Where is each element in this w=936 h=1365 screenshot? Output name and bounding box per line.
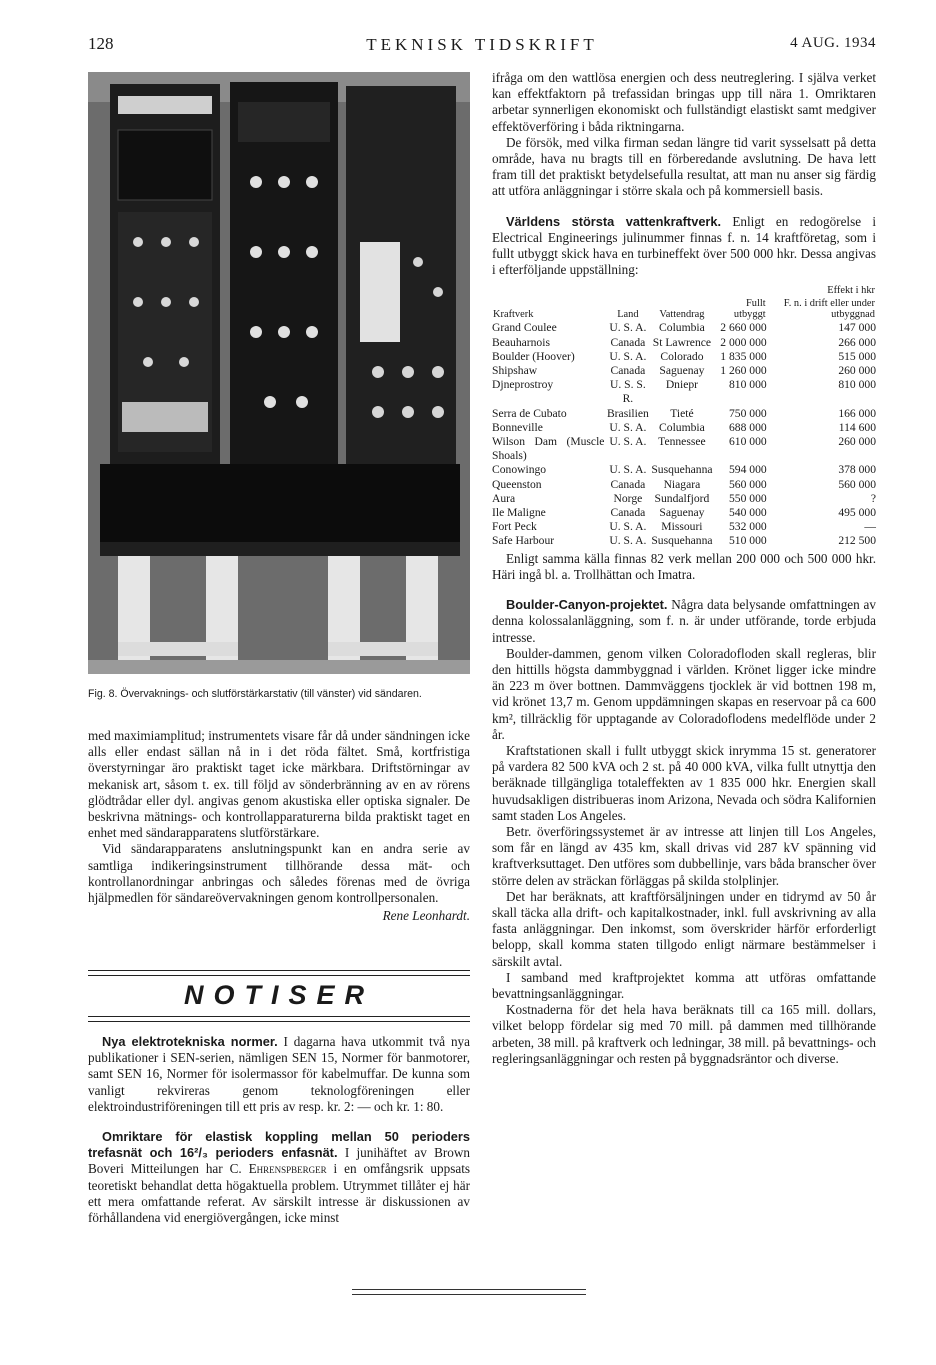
paragraph: Boulder-dammen, genom vilken Coloradofloden skall regleras, blir den hittills högsta dammbyggnad i världen. Krönet ligger icke mindre än 223 m över bottnen. Dammväggens tjocklek är vid bottnen 198 m, vid krönet 13,7 m. Genom uppdämningen skapas en reservoar på ca 600 km², tillräcklig för upptagande av Coloradoflodens medelflöde under 2 år. xyxy=(492,645,876,742)
article-text: Enligt en redogörelse i Electrical Engineerings julinummer finnas f. n. 14 kraftföretag, som i fullt utbyggt skick hava en turbineffekt över 500 000 hkr. Dessa angivas i efterföljande uppställning: xyxy=(492,213,877,278)
table-column-header: Land xyxy=(617,309,639,321)
right-column xyxy=(492,70,876,1067)
table-cell: 114 600 xyxy=(838,420,876,434)
table-cell: Colorado xyxy=(660,349,704,363)
section-title: NOTISER xyxy=(183,980,374,1010)
table-row xyxy=(492,336,876,350)
table-cell: Missouri xyxy=(661,520,703,534)
table-cell: Aura xyxy=(492,491,516,505)
table-cell: U. S. A. xyxy=(609,534,647,548)
table-cell: Serra de Cubato xyxy=(492,406,567,420)
notice-title: Omriktare för elastisk koppling mellan 50 perioders trefasnät och 16²/₃ perioders enfasnät. xyxy=(88,1129,470,1161)
table-cell: Canada xyxy=(610,506,646,520)
table-cell: 688 000 xyxy=(728,420,767,434)
table-row xyxy=(492,506,876,520)
table-cell: 510 000 xyxy=(728,534,767,548)
notice-text: I dagarna hava utkommit två nya publikationer i SEN-serien, nämligen SEN 15, Normer för banmotorer, samt SEN 16, Normer för isolermassor för kabelmuffar. De kunna som vanligt rekvireras genom teknologföreningen eller elektroindustriföreningen till ett pris av resp. kr. 2: — och kr. 1: 80. xyxy=(88,1034,470,1114)
table-cell: 750 000 xyxy=(728,406,767,420)
table-cell: 260 000 xyxy=(838,435,876,449)
table-row xyxy=(492,321,876,335)
figure-caption: Fig. 8. Övervaknings- och slutförstärkarstativ (till vänster) vid sändaren. xyxy=(88,688,422,700)
table-cell: U. S. A. xyxy=(609,520,647,534)
paragraph: Enligt samma källa finnas 82 verk mellan 200 000 och 500 000 hkr. Häri ingå bl. a. Trollhättan och Imatra. xyxy=(492,550,876,582)
table-cell: Beauharnois xyxy=(492,335,550,349)
table-row xyxy=(492,492,876,506)
notices-column xyxy=(88,1034,470,1226)
table-cell: U. S. A. xyxy=(609,463,647,477)
table-cell: 610 000 xyxy=(728,435,767,449)
table-cell: U. S. A. xyxy=(609,349,647,363)
article-text: Några data belysande omfattningen av denna kolossalanläggning, som f. n. är under utförande, torde erbjuda intresse. xyxy=(492,597,876,645)
table-cell: 2 000 000 xyxy=(720,335,767,349)
journal-title: TEKNISK TIDSKRIFT xyxy=(366,35,598,54)
table-cell: — xyxy=(864,520,876,534)
table-cell: U. S. S. R. xyxy=(610,378,646,406)
section-rule-bottom xyxy=(88,1016,470,1022)
table-cell: Boulder (Hoover) xyxy=(492,349,575,363)
paragraph: I samband med kraftprojektet komma att utföras omfattande bevattningsanläggningar. xyxy=(492,969,876,1001)
figure-photo xyxy=(88,72,470,674)
table-cell: 594 000 xyxy=(728,463,767,477)
table-cell: St Lawrence xyxy=(652,335,712,349)
table-cell: 212 500 xyxy=(838,534,876,548)
table-row xyxy=(492,463,876,477)
table-column-header: Kraftverk xyxy=(493,309,534,321)
table-cell: 532 000 xyxy=(728,520,767,534)
table-cell: ? xyxy=(870,491,876,505)
paragraph: De försök, med vilka firman sedan längre tid varit sysselsatt på detta område, hava nu bragts till en förberedande avslutning. De hava lett fram till det praktiskt betydelsefulla resultat, att man nu anser sig färdig att utföra anläggningar i större skala och på kommersiell basis. xyxy=(492,134,876,199)
table-cell: Bonneville xyxy=(492,420,543,434)
table-row xyxy=(492,435,876,463)
notice-text: i en omfångsrik uppsats teoretiskt behandlat detta högaktuella problem. Utrymmet tillåter ej här ett mera omfattande referat. Av särskilt intresse är diskussionen av förhållandena vid energiövergången, icke minst xyxy=(88,1161,470,1226)
notice-title: Nya elektrotekniska normer. xyxy=(102,1034,278,1049)
table-cell: Shipshaw xyxy=(492,364,538,378)
table-cell: U. S. A. xyxy=(609,420,647,434)
issue-date: 4 AUG. 1934 xyxy=(790,35,876,51)
table-cell: Columbia xyxy=(659,420,705,434)
table-cell: Safe Harbour xyxy=(492,534,555,548)
table-cell: Conowingo xyxy=(492,463,547,477)
left-column xyxy=(88,728,470,924)
table-cell: 147 000 xyxy=(838,321,876,335)
table-column-header: F. n. i drift eller under utbyggnad xyxy=(783,298,875,321)
table-cell: 495 000 xyxy=(838,506,876,520)
notice-text: I junihäftet av Brown Boveri Mitteilungen har C. xyxy=(88,1145,470,1177)
table-cell: Ile Maligne xyxy=(492,506,546,520)
table-cell: Niagara xyxy=(663,477,701,491)
power-plants-table xyxy=(492,284,876,548)
table-cell: 550 000 xyxy=(728,491,767,505)
paragraph: med maximiamplitud; instrumentets visare får då under sändningen icke alls eller endast sällan nå in i det röda fältet. Små, kortfristiga överstyrningar äro praktiskt taget icke märkbara. Driftstörningar av mekanisk art, såsom t. ex. till följd av sönderbränning av en av rörens glödtrådar eller dyl. angivas genom akustiska eller optiska signaler. De beskrivna mätnings- och kontrollapparaturerna bilda praktiskt taget en enhet med sändarapparatens slutförstärkare. xyxy=(88,728,470,841)
article-title: Boulder-Canyon-projektet. xyxy=(506,597,668,613)
page-end-rule xyxy=(352,1289,586,1295)
table-cell: 260 000 xyxy=(838,364,876,378)
paragraph xyxy=(492,214,876,279)
table-column-header: Vattendrag xyxy=(659,309,705,321)
table-row xyxy=(492,478,876,492)
paragraph: Det har beräknats, att kraftförsäljningen under en tidrymd av 50 år skall täcka alla drift- och kapitalkostnader, inkl. full avskrivning av alla fasta anläggningar. Den inkomst, som överskrider härför erforderligt belopp, skall komma staten tillgodo enligt närmare bestämmelser i särskilt avtal. xyxy=(492,888,876,969)
table-cell: 166 000 xyxy=(838,406,876,420)
table-row xyxy=(492,378,876,406)
author-name: Ehrenspberger xyxy=(248,1161,327,1177)
table-cell: Djneprostroy xyxy=(492,378,554,392)
notice-paragraph xyxy=(88,1129,470,1226)
table-cell: Canada xyxy=(610,477,646,491)
table-group-header: Effekt i hkr xyxy=(827,285,875,297)
table-column-header: Fullt utbyggt xyxy=(733,298,766,321)
paragraph: Betr. överföringssystemet är av intresse att linjen till Los Angeles, som får en längd av 435 km, skall drivas vid 287 kV spänning vid kraftverksuttaget. Den utföres som dubbellinje, vars båda branscher över större delen av sträckan förläggas på skilda stolplinjer. xyxy=(492,823,876,888)
table-cell: Susquehanna xyxy=(651,534,713,548)
page-number: 128 xyxy=(88,34,114,53)
paragraph xyxy=(492,597,876,646)
table-row xyxy=(492,421,876,435)
article-title: Världens största vattenkraftverk. xyxy=(506,213,722,229)
table-cell: Susquehanna xyxy=(651,463,713,477)
table-cell: Brasilien xyxy=(606,406,649,420)
table-row xyxy=(492,520,876,534)
table-cell: Tennessee xyxy=(658,435,706,449)
notice-paragraph xyxy=(88,1034,470,1115)
paragraph: Vid sändarapparatens anslutningspunkt kan en andra serie av samtliga indikeringsinstrument tillhörande dessa mät- och kontrollanordningar anbringas och således förenas med de övriga hjälpmedlen för sändareövervakningen genom kontrollpersonalen. xyxy=(88,841,470,906)
table-cell: Wilson Dam (Muscle Shoals) xyxy=(492,435,605,463)
table-cell: Tieté xyxy=(670,406,694,420)
table-cell: 540 000 xyxy=(728,506,767,520)
table-cell: Saguenay xyxy=(659,364,705,378)
table-row xyxy=(492,350,876,364)
table-cell: Columbia xyxy=(659,321,705,335)
table-cell: Canada xyxy=(610,364,646,378)
equipment-rack-photo xyxy=(88,72,470,674)
table-cell: 810 000 xyxy=(838,378,876,392)
table-cell: Dniepr xyxy=(665,378,699,392)
table-cell: 266 000 xyxy=(838,335,876,349)
table-cell: Norge xyxy=(613,491,643,505)
table-cell: Saguenay xyxy=(659,506,705,520)
paragraph: ifråga om den wattlösa energien och dess neutreglering. I själva verket kan effektfaktorn på trefassidan bringas upp till nära 1. Omriktaren arbetar synnerligen ekonomiskt och fullständigt elastiskt samt medgiver effektöverföring i båda riktningarna. xyxy=(492,70,876,134)
author-signature: Rene Leonhardt. xyxy=(382,908,470,924)
table-cell: Grand Coulee xyxy=(492,321,557,335)
table-cell: Sundalfjord xyxy=(654,491,710,505)
table-cell: 1 260 000 xyxy=(720,364,767,378)
table-cell: U. S. A. xyxy=(609,435,647,449)
table-cell: 515 000 xyxy=(838,349,876,363)
table-cell: Queenston xyxy=(492,477,542,491)
table-cell: U. S. A. xyxy=(609,321,647,335)
table-cell: Fort Peck xyxy=(492,520,537,534)
table-row xyxy=(492,407,876,421)
table-cell: 378 000 xyxy=(838,463,876,477)
table-cell: Canada xyxy=(610,335,646,349)
running-header xyxy=(88,34,876,58)
table-cell: 810 000 xyxy=(728,378,767,392)
table-row xyxy=(492,534,876,548)
table-cell: 1 835 000 xyxy=(720,349,767,363)
table-row xyxy=(492,364,876,378)
section-rule-top xyxy=(88,970,470,976)
table-cell: 560 000 xyxy=(838,477,876,491)
table-cell: 560 000 xyxy=(728,477,767,491)
paragraph: Kraftstationen skall i fullt utbyggt skick inrymma 15 st. generatorer på vardera 82 500 kVA och 2 st. på 40 000 kVA, vilka fullt utnyttja den beräknade tillgängliga totaleffekten av 1 835 000 hkr. Energien skall huvudsakligen distribueras inom Arizona, Nevada och södra Kalifornien samt staden Los Angeles. xyxy=(492,742,876,823)
table-spacer xyxy=(492,284,713,297)
paragraph: Kostnaderna för det hela hava beräknats till ca 165 mill. dollars, vilket belopp fördelar sig med 70 mill. på dammen med tillhörande arbeten, 38 mill. på kraftverk och ledningar, 38 mill. på bevattnings- och regleringsanläggningar och resten på byggnadsräntor och diverse. xyxy=(492,1002,876,1066)
table-cell: 2 660 000 xyxy=(720,321,767,335)
